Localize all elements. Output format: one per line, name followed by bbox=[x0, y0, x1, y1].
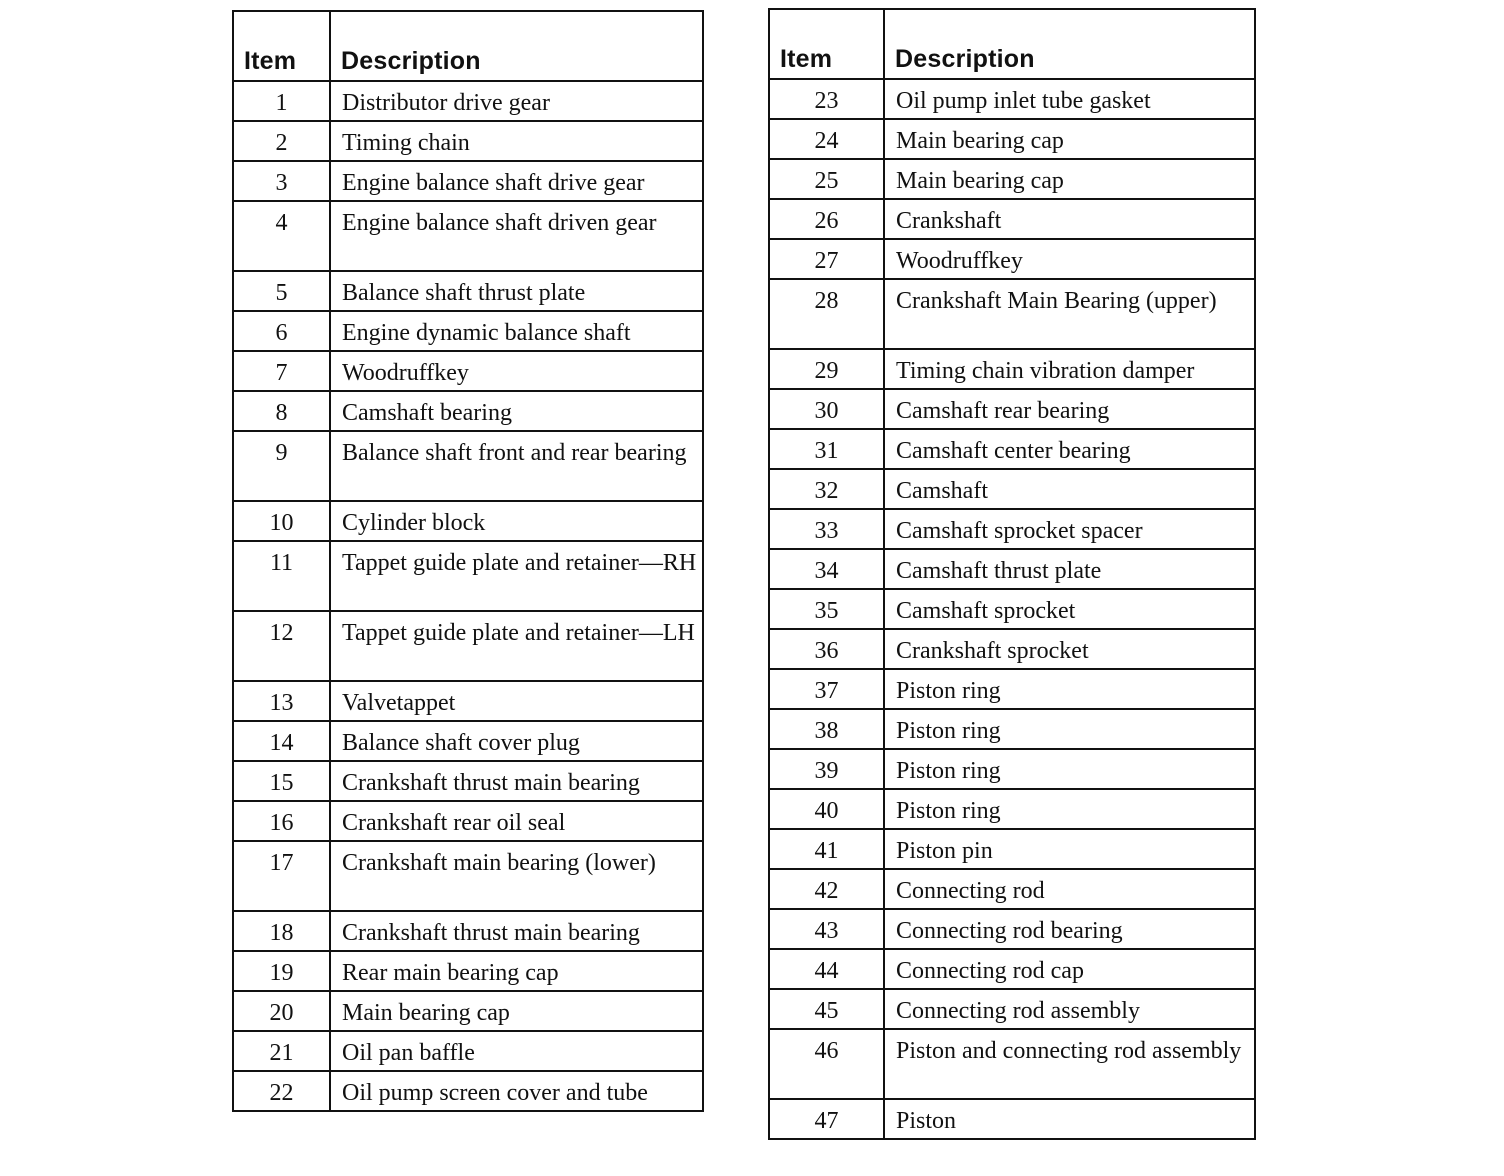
item-number: 36 bbox=[769, 629, 884, 669]
item-description: Crankshaft Main Bearing (upper) bbox=[884, 279, 1255, 349]
item-number: 10 bbox=[233, 501, 330, 541]
item-number: 15 bbox=[233, 761, 330, 801]
table-row bbox=[233, 841, 703, 911]
table-row bbox=[233, 611, 703, 681]
table-row bbox=[769, 909, 1255, 949]
item-description: Camshaft center bearing bbox=[884, 429, 1255, 469]
table-row bbox=[233, 81, 703, 121]
item-description: Crankshaft bbox=[884, 199, 1255, 239]
item-description: Connecting rod assembly bbox=[884, 989, 1255, 1029]
item-number: 37 bbox=[769, 669, 884, 709]
item-number: 28 bbox=[769, 279, 884, 349]
item-description: Balance shaft cover plug bbox=[330, 721, 703, 761]
table-row bbox=[769, 509, 1255, 549]
item-description: Tappet guide plate and retainer—RH bbox=[330, 541, 703, 611]
item-number: 35 bbox=[769, 589, 884, 629]
header-row bbox=[769, 9, 1255, 79]
table-row bbox=[769, 79, 1255, 119]
item-number: 4 bbox=[233, 201, 330, 271]
item-description: Piston ring bbox=[884, 789, 1255, 829]
table-row bbox=[769, 469, 1255, 509]
table-row bbox=[769, 279, 1255, 349]
item-description: Main bearing cap bbox=[884, 119, 1255, 159]
item-number: 2 bbox=[233, 121, 330, 161]
item-description: Camshaft bearing bbox=[330, 391, 703, 431]
item-number: 9 bbox=[233, 431, 330, 501]
item-number: 30 bbox=[769, 389, 884, 429]
table-row bbox=[233, 201, 703, 271]
item-description: Cylinder block bbox=[330, 501, 703, 541]
item-description: Engine balance shaft drive gear bbox=[330, 161, 703, 201]
item-description: Crankshaft thrust main bearing bbox=[330, 761, 703, 801]
table-row bbox=[233, 271, 703, 311]
item-description: Camshaft thrust plate bbox=[884, 549, 1255, 589]
table-row bbox=[769, 159, 1255, 199]
item-description: Timing chain vibration damper bbox=[884, 349, 1255, 389]
table-row bbox=[769, 549, 1255, 589]
table-row bbox=[769, 589, 1255, 629]
item-number: 13 bbox=[233, 681, 330, 721]
item-number: 5 bbox=[233, 271, 330, 311]
table-row bbox=[769, 669, 1255, 709]
item-description: Timing chain bbox=[330, 121, 703, 161]
table-row bbox=[769, 629, 1255, 669]
item-number: 23 bbox=[769, 79, 884, 119]
item-description: Camshaft rear bearing bbox=[884, 389, 1255, 429]
table-row bbox=[769, 1029, 1255, 1099]
item-description: Oil pan baffle bbox=[330, 1031, 703, 1071]
item-number: 19 bbox=[233, 951, 330, 991]
table-row bbox=[233, 911, 703, 951]
table-row bbox=[769, 869, 1255, 909]
table-row bbox=[233, 681, 703, 721]
item-description: Piston bbox=[884, 1099, 1255, 1139]
item-description: Rear main bearing cap bbox=[330, 951, 703, 991]
item-number: 16 bbox=[233, 801, 330, 841]
item-number: 18 bbox=[233, 911, 330, 951]
item-description: Balance shaft thrust plate bbox=[330, 271, 703, 311]
item-description: Piston ring bbox=[884, 669, 1255, 709]
table-row bbox=[233, 541, 703, 611]
table-row bbox=[233, 801, 703, 841]
table-row bbox=[233, 761, 703, 801]
item-number: 20 bbox=[233, 991, 330, 1031]
item-description: Camshaft sprocket bbox=[884, 589, 1255, 629]
item-column-header: Item bbox=[233, 11, 330, 81]
item-description: Crankshaft rear oil seal bbox=[330, 801, 703, 841]
item-description: Piston and connecting rod assembly bbox=[884, 1029, 1255, 1099]
table-row bbox=[769, 789, 1255, 829]
table-row bbox=[769, 429, 1255, 469]
parts-table-left bbox=[232, 10, 704, 1112]
item-number: 11 bbox=[233, 541, 330, 611]
item-number: 41 bbox=[769, 829, 884, 869]
item-description: Connecting rod bbox=[884, 869, 1255, 909]
item-description: Distributor drive gear bbox=[330, 81, 703, 121]
item-description: Camshaft bbox=[884, 469, 1255, 509]
table-row bbox=[233, 311, 703, 351]
table-row bbox=[233, 721, 703, 761]
item-number: 14 bbox=[233, 721, 330, 761]
item-description: Crankshaft main bearing (lower) bbox=[330, 841, 703, 911]
table-row bbox=[233, 161, 703, 201]
table-row bbox=[769, 749, 1255, 789]
table-row bbox=[769, 989, 1255, 1029]
item-number: 38 bbox=[769, 709, 884, 749]
item-number: 22 bbox=[233, 1071, 330, 1111]
item-description: Tappet guide plate and retainer—LH bbox=[330, 611, 703, 681]
table-row bbox=[769, 389, 1255, 429]
item-number: 33 bbox=[769, 509, 884, 549]
item-description: Crankshaft thrust main bearing bbox=[330, 911, 703, 951]
item-description: Oil pump screen cover and tube bbox=[330, 1071, 703, 1111]
item-number: 32 bbox=[769, 469, 884, 509]
table-row bbox=[769, 1099, 1255, 1139]
item-number: 40 bbox=[769, 789, 884, 829]
item-number: 1 bbox=[233, 81, 330, 121]
item-description: Woodruffkey bbox=[330, 351, 703, 391]
table-row bbox=[233, 951, 703, 991]
item-description: Engine balance shaft driven gear bbox=[330, 201, 703, 271]
item-number: 6 bbox=[233, 311, 330, 351]
table-row bbox=[769, 949, 1255, 989]
table-row bbox=[233, 1071, 703, 1111]
item-number: 29 bbox=[769, 349, 884, 389]
item-description: Woodruffkey bbox=[884, 239, 1255, 279]
item-number: 31 bbox=[769, 429, 884, 469]
table-row bbox=[233, 431, 703, 501]
table-row bbox=[233, 991, 703, 1031]
table-row bbox=[769, 349, 1255, 389]
item-number: 42 bbox=[769, 869, 884, 909]
item-number: 26 bbox=[769, 199, 884, 239]
item-description: Engine dynamic balance shaft bbox=[330, 311, 703, 351]
item-number: 45 bbox=[769, 989, 884, 1029]
item-number: 47 bbox=[769, 1099, 884, 1139]
description-column-header: Description bbox=[330, 11, 703, 81]
table-row bbox=[769, 239, 1255, 279]
item-description: Main bearing cap bbox=[884, 159, 1255, 199]
item-number: 21 bbox=[233, 1031, 330, 1071]
item-number: 7 bbox=[233, 351, 330, 391]
item-description: Piston ring bbox=[884, 709, 1255, 749]
item-description: Crankshaft sprocket bbox=[884, 629, 1255, 669]
item-number: 8 bbox=[233, 391, 330, 431]
header-row bbox=[233, 11, 703, 81]
item-number: 3 bbox=[233, 161, 330, 201]
table-row bbox=[233, 501, 703, 541]
table-row bbox=[233, 121, 703, 161]
table-row bbox=[769, 829, 1255, 869]
item-description: Main bearing cap bbox=[330, 991, 703, 1031]
item-description: Piston pin bbox=[884, 829, 1255, 869]
table-row bbox=[233, 351, 703, 391]
item-number: 27 bbox=[769, 239, 884, 279]
item-number: 39 bbox=[769, 749, 884, 789]
item-number: 46 bbox=[769, 1029, 884, 1099]
item-description: Valvetappet bbox=[330, 681, 703, 721]
item-number: 34 bbox=[769, 549, 884, 589]
table-row bbox=[233, 391, 703, 431]
description-column-header: Description bbox=[884, 9, 1255, 79]
item-description: Connecting rod bearing bbox=[884, 909, 1255, 949]
item-number: 12 bbox=[233, 611, 330, 681]
item-number: 25 bbox=[769, 159, 884, 199]
table-row bbox=[769, 199, 1255, 239]
item-number: 43 bbox=[769, 909, 884, 949]
item-column-header: Item bbox=[769, 9, 884, 79]
item-description: Piston ring bbox=[884, 749, 1255, 789]
item-number: 44 bbox=[769, 949, 884, 989]
item-description: Balance shaft front and rear bearing bbox=[330, 431, 703, 501]
item-number: 24 bbox=[769, 119, 884, 159]
parts-table-right bbox=[768, 8, 1256, 1140]
table-row bbox=[769, 709, 1255, 749]
table-row bbox=[233, 1031, 703, 1071]
item-description: Camshaft sprocket spacer bbox=[884, 509, 1255, 549]
item-number: 17 bbox=[233, 841, 330, 911]
item-description: Oil pump inlet tube gasket bbox=[884, 79, 1255, 119]
item-description: Connecting rod cap bbox=[884, 949, 1255, 989]
table-row bbox=[769, 119, 1255, 159]
